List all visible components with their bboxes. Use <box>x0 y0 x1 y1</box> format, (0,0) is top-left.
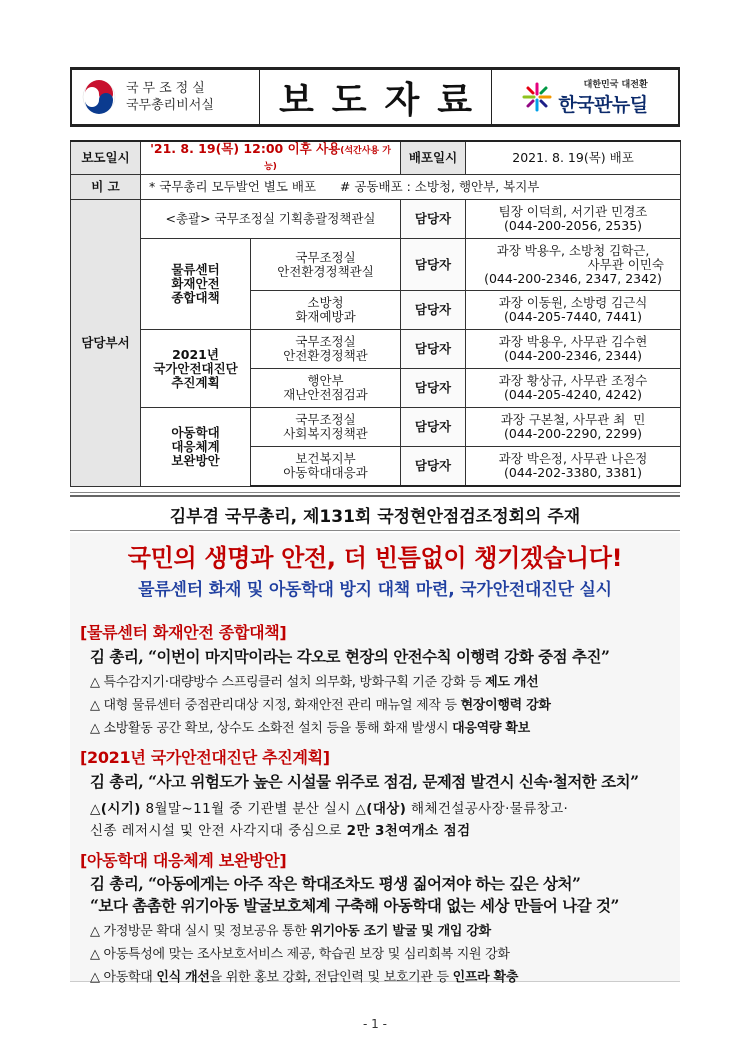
unit-contact: 과장 구본철, 사무관 최 민 (044-200-2290, 2299) <box>466 408 681 447</box>
agency-name-2: 국무총리비서실 <box>126 98 214 113</box>
section-paragraph: △(시기) 8월말∼11월 중 기관별 분산 실시 △(대상) 해체건설공사장·물류창고· <box>90 801 569 817</box>
general-unit: <총괄> 국무조정실 기획총괄정책관실 <box>141 200 401 239</box>
remark-value: * 국무총리 모두발언 별도 배포 <box>149 179 317 194</box>
logo-big-text: 한국판뉴딜 <box>558 94 648 116</box>
doc-type-title: 보도자료 <box>260 70 492 124</box>
dept-row-general <box>71 200 681 239</box>
section-bullet: △ 아동특성에 맞는 조사보호서비스 제공, 학습권 보장 및 심리회복 지원 강화 <box>90 947 510 962</box>
unit-contact: 과장 황상규, 사무관 조정수 (044-205-4240, 4242) <box>466 369 681 408</box>
new-deal-spark-icon <box>522 82 552 112</box>
press-header <box>70 67 680 127</box>
manager-label: 담당자 <box>401 408 466 447</box>
unit-contact: 과장 박용우, 소방청 김학근, 사무관 이민숙 (044-200-2346, 2347, 2342) <box>466 239 681 291</box>
section-quote: “보다 촘촘한 위기아동 발굴보호체계 구축해 아동학대 없는 세상 만들어 나갈 것” <box>90 896 619 915</box>
unit-name: 보건복지부 아동학대대응과 <box>251 447 401 487</box>
section-title-logistics: [물류센터 화재안전 종합대책] <box>80 623 287 642</box>
unit-name: 국무조정실 안전환경정책관실 <box>251 239 401 291</box>
section-quote: 김 총리, “사고 위험도가 높은 시설물 위주로 점검, 문제점 발견시 신속·철저한 조치” <box>90 772 639 791</box>
group-name-child: 아동학대 대응체계 보완방안 <box>141 408 251 487</box>
divider <box>70 530 680 531</box>
section-title-child: [아동학대 대응체계 보완방안] <box>80 851 287 870</box>
section-bullet: △ 특수감지기·대량방수 스프링클러 설치 의무화, 방화구획 기준 강화 등 제도 개선 <box>90 675 539 690</box>
dept-label: 담당부서 <box>71 200 141 487</box>
section-bullet: △ 가정방문 확대 실시 및 정보공유 통한 위기아동 조기 발굴 및 개입 강화 <box>90 924 491 939</box>
unit-name: 행안부 재난안전점검과 <box>251 369 401 408</box>
unit-name: 국무조정실 사회복지정책관 <box>251 408 401 447</box>
remark-label: 비 고 <box>71 175 141 200</box>
event-subtitle: 김부겸 국무총리, 제131회 국정현안점검조정회의 주재 <box>169 507 581 527</box>
manager-label: 담당자 <box>401 239 466 291</box>
dept-row-logistics-1 <box>71 239 681 291</box>
taegeuk-emblem-icon <box>82 80 116 114</box>
distribution-value: 2021. 8. 19(목) 배포 <box>466 141 681 175</box>
release-note: (석간사용 가능) <box>264 146 391 172</box>
general-contact-phone: (044-200-2056, 2535) <box>503 218 643 233</box>
release-info-table <box>70 140 681 487</box>
release-value: '21. 8. 19(목) 12:00 이후 사용 <box>150 141 341 156</box>
unit-contact: 과장 박은정, 사무관 나은정 (044-202-3380, 3381) <box>466 447 681 487</box>
manager-label: 담당자 <box>401 200 466 239</box>
release-row <box>71 141 681 175</box>
dept-row-safety-1 <box>71 330 681 369</box>
agency-block <box>72 70 260 124</box>
section-bullet: △ 소방활동 공간 확보, 상수도 소화전 설치 등을 통해 화재 발생시 대응역량 확보 <box>90 721 530 736</box>
divider <box>70 492 680 493</box>
group-name-safety: 2021년 국가안전대진단 추진계획 <box>141 330 251 408</box>
section-bullet: △ 대형 물류센터 중점관리대상 지정, 화재안전 관리 매뉴얼 제작 등 현장이행력 강화 <box>90 698 551 713</box>
section-bullet: △ 아동학대 인식 개선을 위한 홍보 강화, 전담인력 및 보호기관 등 인프라 확충 <box>90 970 519 985</box>
remark-row <box>71 175 681 200</box>
sub-headline: 물류센터 화재 및 아동학대 방지 대책 마련, 국가안전대진단 실시 <box>138 580 612 600</box>
agency-name-1: 국무조정실 <box>126 81 209 96</box>
new-deal-logo <box>492 70 678 124</box>
manager-label: 담당자 <box>401 291 466 330</box>
section-quote: 김 총리, “아동에게는 아주 작은 학대조차도 평생 짊어져야 하는 깊은 상처” <box>90 874 581 893</box>
unit-contact: 과장 이동원, 소방령 김근식 (044-205-7440, 7441) <box>466 291 681 330</box>
manager-label: 담당자 <box>401 447 466 487</box>
manager-label: 담당자 <box>401 369 466 408</box>
divider <box>70 495 680 497</box>
dept-row-child-1 <box>71 408 681 447</box>
agency-names <box>126 80 214 114</box>
release-label: 보도일시 <box>71 141 141 175</box>
page-number: - 1 - <box>363 1017 387 1031</box>
unit-contact: 과장 박용우, 사무관 김수현 (044-200-2346, 2344) <box>466 330 681 369</box>
section-title-safety: [2021년 국가안전대진단 추진계획] <box>80 748 330 767</box>
logo-small-text: 대한민국 대전환 <box>583 80 648 90</box>
unit-name: 소방청 화재예방과 <box>251 291 401 330</box>
general-contact-name: 팀장 이덕희, 서기관 민경조 <box>498 204 648 219</box>
distribution-label: 배포일시 <box>401 141 466 175</box>
release-value-cell <box>141 141 401 175</box>
manager-label: 담당자 <box>401 330 466 369</box>
section-quote: 김 총리, “이번이 마지막이라는 각오로 현장의 안전수칙 이행력 강화 중점 추진” <box>90 647 610 666</box>
remark-value-cell <box>141 175 681 200</box>
general-contact <box>466 200 681 239</box>
group-name-logistics: 물류센터 화재안전 종합대책 <box>141 239 251 330</box>
section-paragraph: 신종 레저시설 및 안전 사각지대 중심으로 2만 3천여개소 점검 <box>90 823 471 839</box>
unit-name: 국무조정실 안전환경정책관 <box>251 330 401 369</box>
main-headline: 국민의 생명과 안전, 더 빈틈없이 챙기겠습니다! <box>127 544 623 572</box>
remark-joint: # 공동배포 : 소방청, 행안부, 복지부 <box>339 179 540 194</box>
